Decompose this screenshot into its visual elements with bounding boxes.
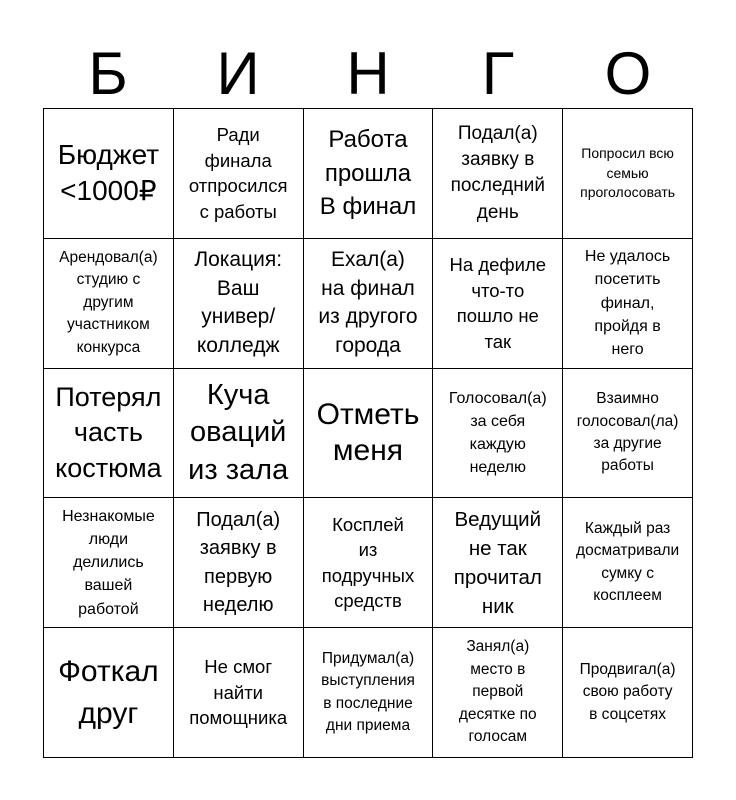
bingo-cell[interactable]: Бюджет <1000₽ [44, 109, 174, 239]
header-letter-o: О [604, 40, 652, 107]
bingo-cell[interactable]: Попросил всю семью проголосовать [563, 109, 693, 239]
bingo-header [43, 40, 693, 108]
bingo-cell[interactable]: Не удалось посетить финал, пройдя в него [563, 239, 693, 369]
bingo-cell[interactable]: Куча оваций из зала [174, 369, 304, 499]
bingo-cell[interactable]: Косплей из подручных средств [304, 498, 434, 628]
bingo-cell[interactable]: Фоткал друг [44, 628, 174, 758]
header-letter-i: И [216, 40, 260, 107]
bingo-cell[interactable]: Голосовал(а) за себя каждую неделю [433, 369, 563, 499]
bingo-cell[interactable]: Придумал(а) выступления в последние дни приема [304, 628, 434, 758]
bingo-cell[interactable]: На дефиле что-то пошло не так [433, 239, 563, 369]
header-letter-g: Г [481, 40, 515, 107]
bingo-cell[interactable]: Занял(а) место в первой десятке по голосам [433, 628, 563, 758]
bingo-cell[interactable]: Взаимно голосовал(ла) за другие работы [563, 369, 693, 499]
bingo-cell[interactable]: Продвигал(а) свою работу в соцсетях [563, 628, 693, 758]
bingo-cell[interactable]: Ведущий не так прочитал ник [433, 498, 563, 628]
bingo-board [43, 108, 693, 758]
bingo-cell[interactable]: Ехал(а) на финал из другого города [304, 239, 434, 369]
bingo-cell[interactable]: Не смог найти помощника [174, 628, 304, 758]
bingo-cell[interactable]: Арендовал(а) студию с другим участником конкурса [44, 239, 174, 369]
bingo-cell[interactable]: Работа прошла В финал [304, 109, 434, 239]
bingo-cell[interactable]: Подал(а) заявку в первую неделю [174, 498, 304, 628]
header-letter-b: Б [88, 40, 128, 107]
bingo-cell[interactable]: Каждый раз досматривали сумку с косплеем [563, 498, 693, 628]
bingo-cell[interactable]: Ради финала отпросился с работы [174, 109, 304, 239]
bingo-cell[interactable]: Локация: Ваш универ/ колледж [174, 239, 304, 369]
header-letter-n: Н [346, 40, 390, 107]
bingo-cell[interactable]: Отметь меня [304, 369, 434, 499]
bingo-cell[interactable]: Подал(а) заявку в последний день [433, 109, 563, 239]
bingo-cell[interactable]: Незнакомые люди делились вашей работой [44, 498, 174, 628]
bingo-cell[interactable]: Потерял часть костюма [44, 369, 174, 499]
